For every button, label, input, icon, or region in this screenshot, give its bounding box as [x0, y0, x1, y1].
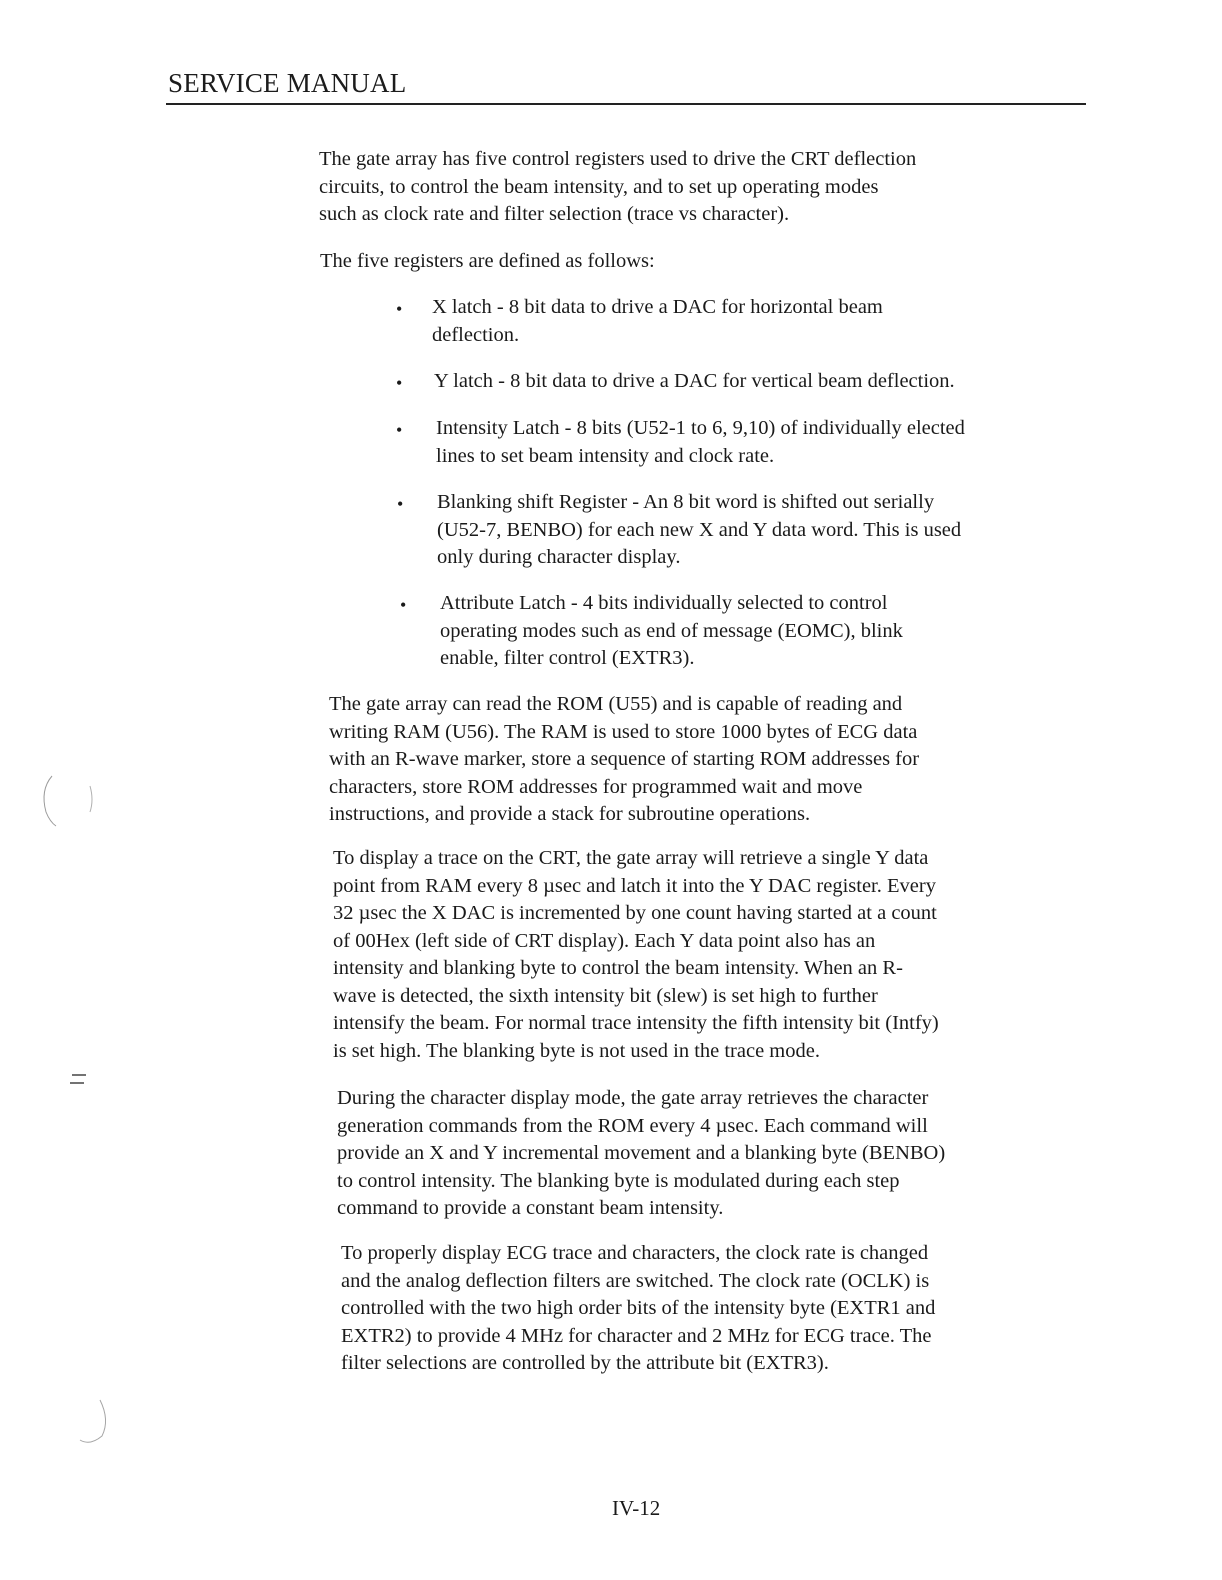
header-title: SERVICE MANUAL: [168, 68, 407, 98]
text-line: to control intensity. The blanking byte is modulated during each step: [337, 1169, 900, 1192]
list-item-text: [437, 489, 1047, 572]
text-line: To display a trace on the CRT, the gate array will retrieve a single Y data: [333, 847, 929, 869]
text-line: X latch - 8 bit data to drive a DAC for horizontal beam: [432, 296, 883, 318]
text-line: filter selections are controlled by the attribute bit (EXTR3).: [341, 1352, 829, 1374]
bullet-icon: •: [400, 595, 407, 615]
page-number: IV-12: [612, 1496, 661, 1520]
text-line: of 00Hex (left side of CRT display). Each Y data point also has an: [333, 929, 876, 952]
text-line: only during character display.: [437, 546, 681, 568]
text-line: controlled with the two high order bits of the intensity byte (EXTR1 and: [341, 1297, 936, 1319]
text-line: 32 µsec the X DAC is incremented by one count having started at a count: [333, 902, 937, 924]
bullet-icon: •: [396, 299, 403, 319]
text-line: The five registers are defined as follows:: [320, 250, 655, 272]
text-line: Blanking shift Register - An 8 bit word is shifted out serially: [437, 491, 935, 513]
text-line: generation commands from the ROM every 4 µsec. Each command will: [337, 1114, 928, 1137]
list-item-text: [440, 590, 1050, 673]
bullet-icon: •: [397, 494, 404, 514]
rom-ram-paragraph: [329, 691, 1029, 829]
text-line: characters, store ROM addresses for programmed wait and move: [329, 775, 863, 798]
text-line: Y latch - 8 bit data to drive a DAC for vertical beam deflection.: [434, 370, 955, 392]
text-line: point from RAM every 8 µsec and latch it into the Y DAC register. Every: [333, 874, 936, 897]
text-line: To properly display ECG trace and characters, the clock rate is changed: [341, 1242, 929, 1264]
text-line: command to provide a constant beam intensity.: [337, 1197, 724, 1219]
text-line: circuits, to control the beam intensity, and to set up operating modes: [319, 175, 879, 198]
text-line: writing RAM (U56). The RAM is used to store 1000 bytes of ECG data: [329, 720, 918, 743]
text-line: intensity and blanking byte to control the beam intensity. When an R-: [333, 957, 903, 979]
text-line: lines to set beam intensity and clock rate.: [436, 444, 775, 467]
text-line: with an R-wave marker, store a sequence of starting ROM addresses for: [329, 748, 920, 770]
text-line: enable, filter control (EXTR3).: [440, 647, 695, 669]
text-line: Intensity Latch - 8 bits (U52-1 to 6, 9,10) of individually elected: [436, 417, 965, 439]
text-line: is set high. The blanking byte is not used in the trace mode.: [333, 1039, 820, 1062]
text-line: EXTR2) to provide 4 MHz for character and 2 MHz for ECG trace. The: [341, 1324, 932, 1347]
bullet-icon: •: [396, 420, 403, 440]
trace-display-paragraph: [333, 845, 1053, 1065]
clock-filters-paragraph: [341, 1240, 1061, 1378]
text-line: operating modes such as end of message (EOMC), blink: [440, 619, 903, 642]
text-line: The gate array has five control registers used to drive the CRT deflection: [319, 148, 917, 170]
text-line: During the character display mode, the gate array retrieves the character: [337, 1087, 929, 1109]
text-line: and the analog deflection filters are switched. The clock rate (OCLK) is: [341, 1269, 930, 1292]
text-line: deflection.: [432, 323, 520, 346]
text-line: such as clock rate and filter selection (trace vs character).: [319, 203, 790, 225]
text-line: Attribute Latch - 4 bits individually selected to control: [440, 592, 888, 614]
text-line: instructions, and provide a stack for subroutine operations.: [329, 803, 811, 825]
text-line: intensify the beam. For normal trace intensity the fifth intensity bit (Intfy): [333, 1012, 939, 1034]
list-item-text: [434, 368, 1044, 396]
text-line: wave is detected, the sixth intensity bit (slew) is set high to further: [333, 984, 878, 1007]
text-line: The gate array can read the ROM (U55) and is capable of reading and: [329, 693, 903, 715]
list-item-text: [436, 415, 1046, 470]
bullet-icon: •: [396, 373, 403, 393]
character-mode-paragraph: [337, 1085, 1057, 1223]
list-item-text: [432, 294, 1042, 349]
text-line: (U52-7, BENBO) for each new X and Y data word. This is used: [437, 518, 962, 541]
text-line: provide an X and Y incremental movement and a blanking byte (BENBO): [337, 1142, 946, 1164]
